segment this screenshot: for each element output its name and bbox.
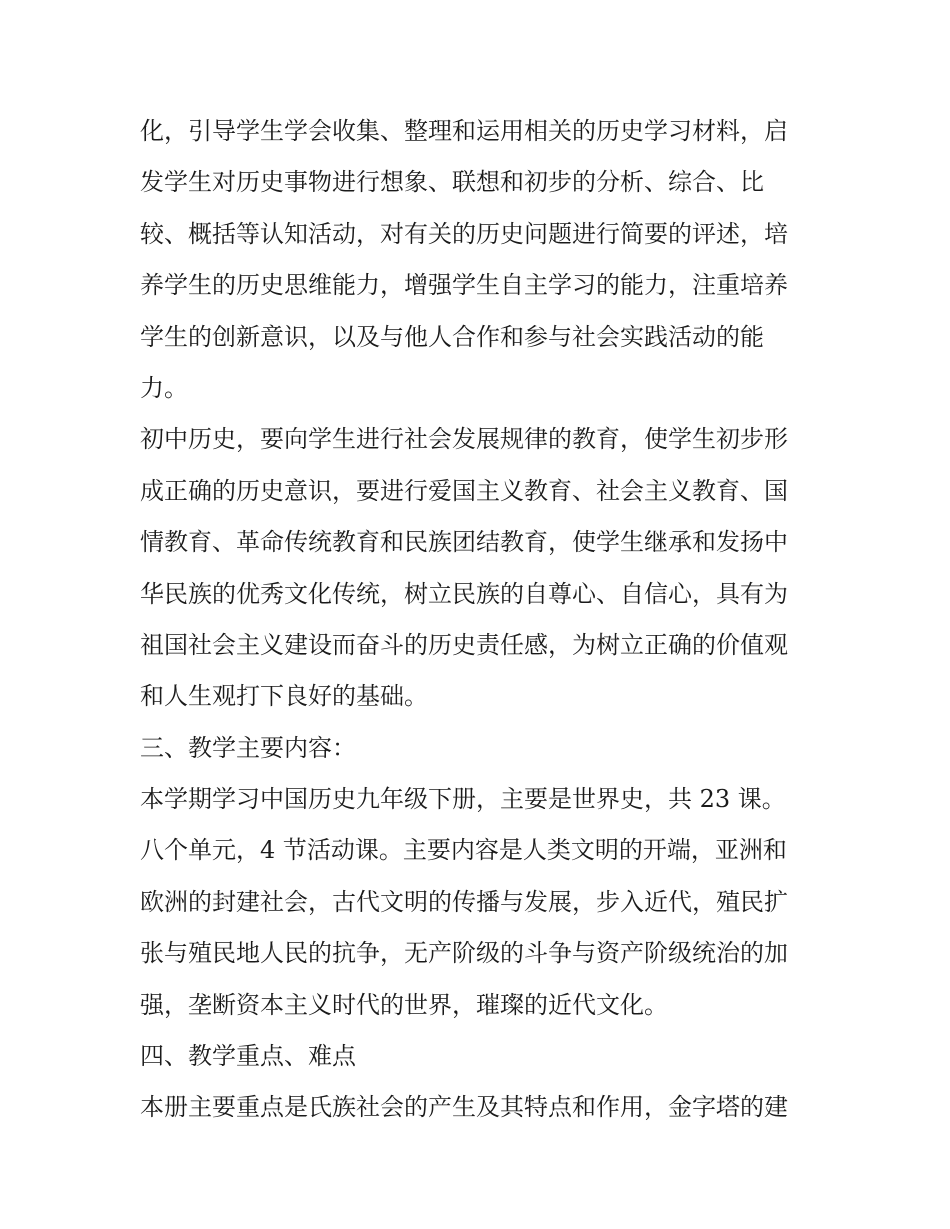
text-line: 本学期学习中国历史九年级下册，主要是世界史，共 23 课。 <box>140 785 786 814</box>
text-line: 化，引导学生学会收集、整理和运用相关的历史学习材料，启 <box>140 117 788 145</box>
text-line: 本册主要重点是氏族社会的产生及其特点和作用，金字塔的建 <box>140 1093 788 1122</box>
text-line: 祖国社会主义建设而奋斗的历史责任感，为树立正确的价值观 <box>140 630 788 659</box>
text-line: 强，垄断资本主义时代的世界，璀璨的近代文化。 <box>140 990 668 1019</box>
text-line: 张与殖民地人民的抗争，无产阶级的斗争与资产阶级统治的加 <box>140 939 788 968</box>
section-heading: 四、教学重点、难点 <box>140 1042 356 1071</box>
text-line: 学生的创新意识，以及与他人合作和参与社会实践活动的能 <box>140 322 764 351</box>
text-line: 发学生对历史事物进行想象、联想和初步的分析、综合、比 <box>140 168 764 197</box>
text-line: 欧洲的封建社会，古代文明的传播与发展，步入近代，殖民扩 <box>140 887 788 916</box>
text-line: 情教育、革命传统教育和民族团结教育，使学生继承和发扬中 <box>140 528 788 557</box>
text-line: 八个单元，4 节活动课。主要内容是人类文明的开端，亚洲和 <box>140 836 787 865</box>
text-line: 成正确的历史意识，要进行爱国主义教育、社会主义教育、国 <box>140 476 788 505</box>
text-line: 较、概括等认知活动，对有关的历史问题进行简要的评述，培 <box>140 219 788 248</box>
text-line: 养学生的历史思维能力，增强学生自主学习的能力，注重培养 <box>140 271 788 300</box>
text-line: 和人生观打下良好的基础。 <box>140 682 428 711</box>
text-line: 力。 <box>140 373 188 402</box>
document-body <box>140 106 820 1134</box>
text-line: 初中历史，要向学生进行社会发展规律的教育，使学生初步形 <box>140 425 788 454</box>
text-line: 华民族的优秀文化传统，树立民族的自尊心、自信心，具有为 <box>140 579 788 608</box>
section-heading: 三、教学主要内容： <box>140 733 356 762</box>
